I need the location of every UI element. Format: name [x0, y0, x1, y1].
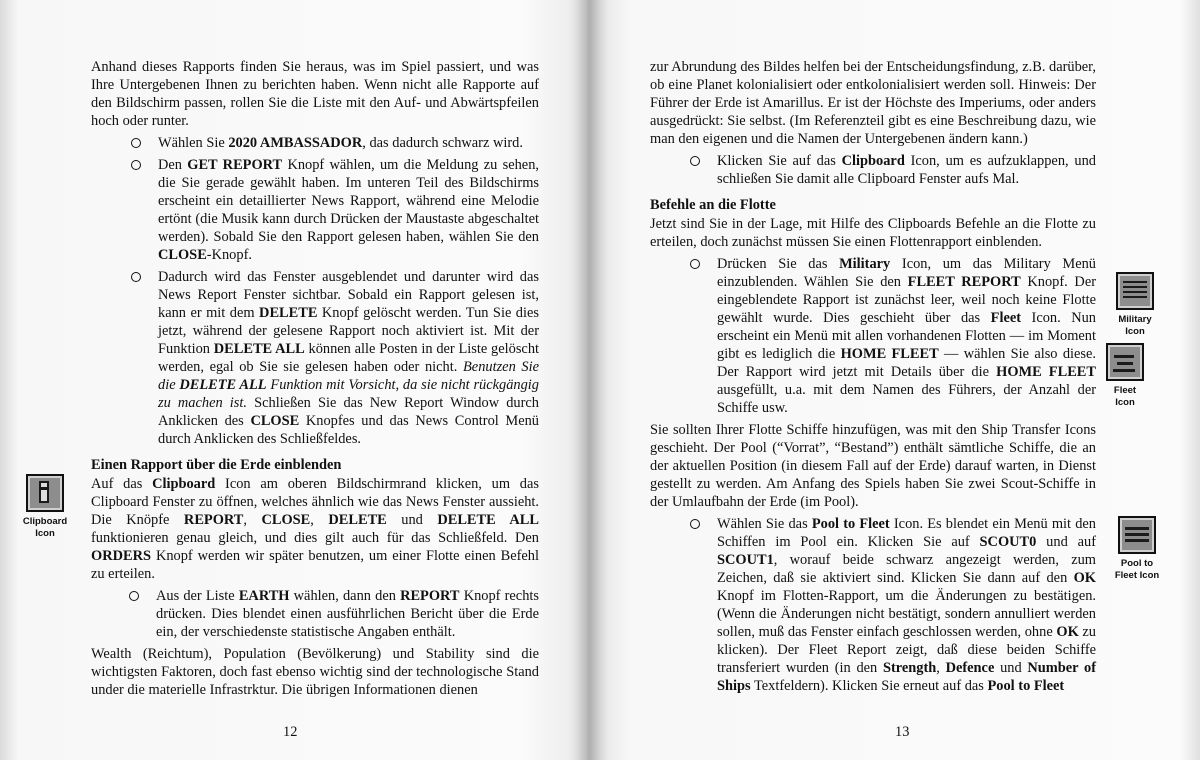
military-icon-callout — [1100, 272, 1170, 338]
bullet-circle-icon — [131, 138, 141, 148]
right-text-column — [650, 58, 1096, 699]
bullet-circle-icon — [690, 519, 700, 529]
intro-paragraph: Anhand dieses Rapports finden Sie heraus, was im Spiel passiert, und was Ihre Untergebenen Ihnen zu berichten haben. Wenn nicht alle Rapporte auf den Bildschirm passen, rollen Sie die Liste mit den Auf- und Abwärtspfeilen hoch oder runter. — [91, 59, 539, 129]
section-heading-earth-report: Einen Rapport über die Erde einblenden — [91, 457, 342, 473]
ships-paragraph: Sie sollten Ihrer Flotte Schiffe hinzufügen, was mit den Ship Transfer Icons geschieht. Der Pool (“Vorrat”, “Bestand”) enthält sämtliche Schiffe, die an der aktuellen Position (in diesem Fall auf der Erde) darauf warten, in Dienst gestellt zu werden. Am Anfang des Spiels haben Sie zwei Scout-Schiffe in der Umlaufbahn der Erde (im Pool). — [650, 422, 1096, 510]
right-page — [600, 0, 1200, 760]
left-text-column — [91, 58, 539, 703]
bullet-get-report: Den GET REPORT Knopf wählen, um die Meldung zu sehen, die Sie gerade gewählt haben. Im unteren Teil des Bildschirms erscheint ein detaillierter News Rapport, während eine Melodie ertönt (die Musik kann durch Drücken der Maustaste abgeschaltet werden). Sobald Sie den Rapport gelesen haben, wählen Sie den CLOSE-Knopf. — [131, 156, 539, 264]
bullet-circle-icon — [690, 259, 700, 269]
continuation-paragraph: zur Abrundung des Bildes helfen bei der Entscheidungsfindung, z.B. darüber, ob eine Planet kolonialisiert oder entkolonialisiert werden soll. Hinweis: Der Führer der Erde ist Amarillus. Er ist der Höchste des Imperiums, oder anders ausgedrückt: Sie selbst. (Im Referenzteil gibt es eine Beschreibung dazu, wie man den eigenen und die Namen der Untergebenen ändern kann.) — [650, 59, 1096, 147]
pool-to-fleet-icon — [1118, 516, 1156, 554]
clipboard-paragraph: Auf das Clipboard Icon am oberen Bildschirmrand klicken, um das Clipboard Fenster zu öffnen, welches ähnlich wie das News Fenster aussieht. Die Knöpfe REPORT, CLOSE, DELETE und DELETE ALL funktionieren genau gleich, und dies gilt auch für das Schließfeld. Den ORDERS Knopf werden wir später benutzen, um einer Flotte einen Befehl zu erteilen. — [91, 476, 539, 582]
pool-to-fleet-icon-callout — [1102, 516, 1172, 582]
pool-to-fleet-icon-caption: Pool to Fleet Icon — [1114, 558, 1160, 581]
fleet-icon — [1106, 343, 1144, 381]
bullet-circle-icon — [131, 160, 141, 170]
military-icon — [1116, 272, 1154, 310]
bullet-earth-report: Aus der Liste EARTH wählen, dann den REPORT Knopf rechts drücken. Dies blendet einen ausführlichen Bericht über die Erde ein, der verschiedenste statistische Angaben enthält. — [129, 587, 539, 641]
section-heading-fleet-orders: Befehle an die Flotte — [650, 197, 776, 213]
fleet-icon-callout — [1090, 343, 1160, 409]
bullet-fleet-report: Drücken Sie das Military Icon, um das Military Menü einzublenden. Wählen Sie den FLEET REPORT Knopf. Der eingeblendete Rapport ist zunächst leer, weil noch keine Flotte gewählt wurde. Dies geschieht über das Fleet Icon. Nun erscheint ein Menü mit allen vorhandenen Flotten — im Moment gibt es lediglich die HOME FLEET — wählen Sie also diese. Der Rapport wird jetzt mit Details über die HOME FLEET ausgefüllt, u.a. mit dem Namen des Führers, der Anzahl der Schiffe usw. — [690, 255, 1096, 417]
bullet-delete-report: Dadurch wird das Fenster ausgeblendet und darunter wird das News Report Fenster sichtbar. Sobald ein Rapport gelesen ist, kann er mit dem DELETE Knopf gelöscht werden. Tun Sie dies jetzt, während der gelesene Rapport noch aktiviert ist. Mit der Funktion DELETE ALL können alle Posten in der Liste gelöscht werden, egal ob Sie sie gelesen haben oder nicht. Benutzen Sie die DELETE ALL Funktion mit Vorsicht, da sie nicht rückgängig zu machen ist. Schließen Sie das New Report Window durch Anklicken des CLOSE Knopfes und das News Control Menü durch Anklicken des Schließfeldes. — [131, 268, 539, 448]
page-number-left: 12 — [283, 724, 298, 740]
bullet-circle-icon — [129, 591, 139, 601]
bullet-circle-icon — [131, 272, 141, 282]
orders-paragraph: Jetzt sind Sie in der Lage, mit Hilfe des Clipboards Befehle an die Flotte zu erteilen, doch zunächst müssen Sie einen Flottenrapport einblenden. — [650, 216, 1096, 250]
clipboard-icon — [26, 474, 64, 512]
bullet-circle-icon — [690, 156, 700, 166]
page-number-right: 13 — [895, 724, 910, 740]
military-icon-caption: Military Icon — [1118, 314, 1152, 337]
clipboard-icon-callout — [10, 474, 80, 540]
fleet-icon-caption: Fleet Icon — [1113, 385, 1137, 408]
clipboard-icon-caption: Clipboard Icon — [22, 516, 68, 539]
wealth-paragraph: Wealth (Reichtum), Population (Bevölkerung) und Stability sind die wichtigsten Faktoren, doch fast ebenso wichtig sind der technologische Stand under die materielle Infrastrktur. Die übrigen Informationen dienen — [91, 646, 539, 698]
bullet-pool-to-fleet: Wählen Sie das Pool to Fleet Icon. Es blendet ein Menü mit den Schiffen im Pool ein. Klicken Sie auf SCOUT0 und auf SCOUT1, worauf beide schwarz angezeigt werden, zum Zeichen, daß sie aktiviert sind. Klicken Sie dann auf den OK Knopf im Flotten-Rapport, um die Änderungen zu bestätigen. (Wenn die Änderungen nicht bestätigt, sondern annulliert werden sollen, muß das Fenster einfach geschlossen werden, ohne OK zu klicken). Der Fleet Report zeigt, daß diese beiden Schiffe transferiert wurden (in den Strength, Defence und Number of Ships Textfeldern). Klicken Sie erneut auf das Pool to Fleet — [690, 515, 1096, 695]
bullet-close-clipboard: Klicken Sie auf das Clipboard Icon, um es aufzuklappen, und schließen Sie damit alle Clipboard Fenster aufs Mal. — [690, 152, 1096, 188]
bullet-select-ambassador: Wählen Sie 2020 AMBASSADOR, das dadurch schwarz wird. — [131, 134, 539, 152]
